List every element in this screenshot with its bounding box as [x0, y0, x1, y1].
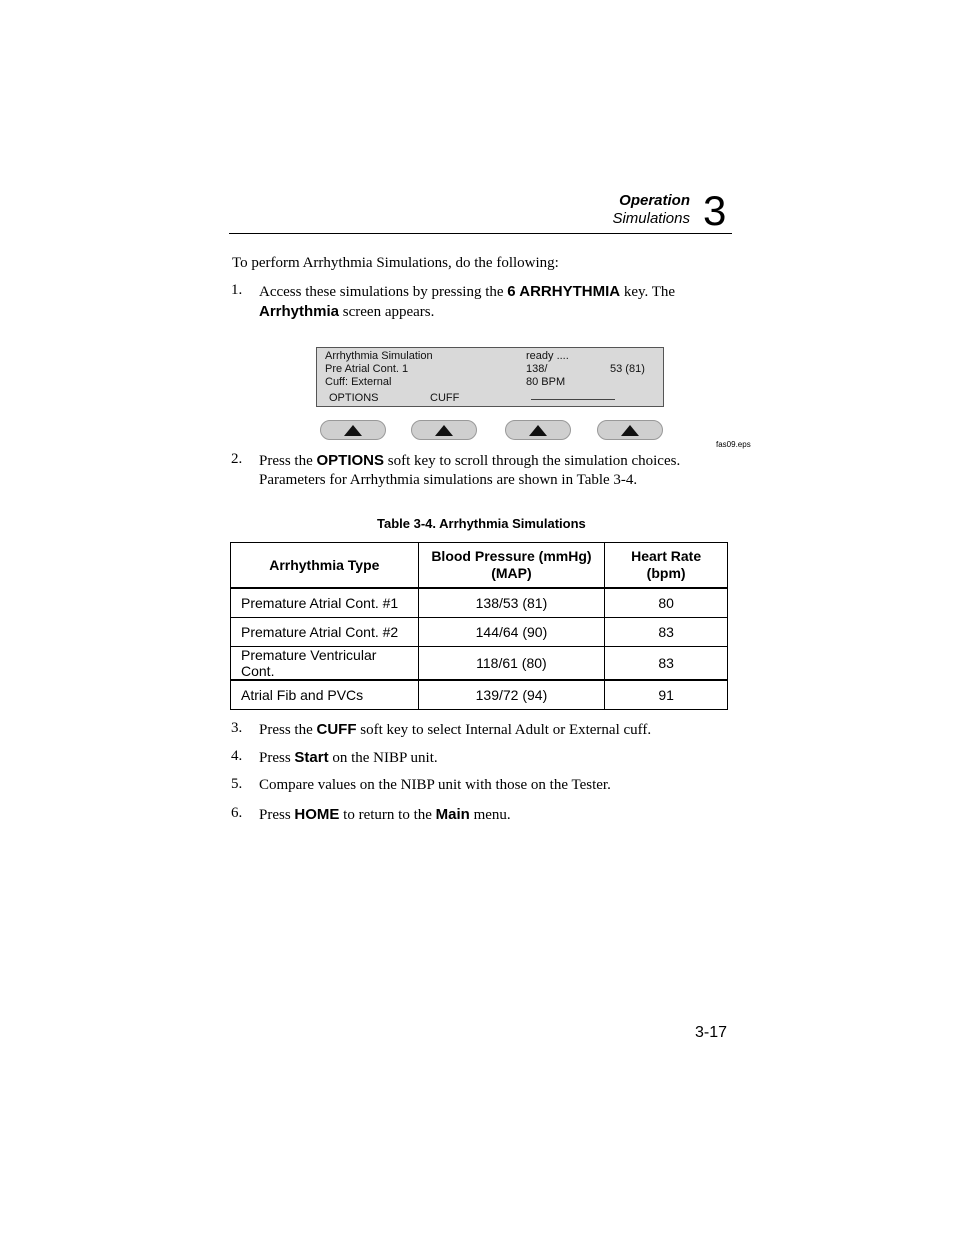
arrhythmia-table	[230, 542, 728, 710]
step-text: Press the CUFF soft key to select Internal Adult or External cuff.	[259, 721, 652, 738]
table-cell: 138/53 (81)	[418, 588, 605, 618]
tester-screen	[316, 347, 664, 407]
softkey-4-button[interactable]	[597, 420, 663, 440]
step-number: 6.	[231, 805, 243, 821]
table-row	[231, 647, 728, 681]
page-number: 3-17	[694, 1024, 727, 1041]
screen-text: ready ....	[526, 350, 569, 362]
step-text: Press Start on the NIBP unit.	[259, 749, 438, 766]
table-caption: Table 3-4. Arrhythmia Simulations	[377, 516, 586, 531]
table-cell: 83	[605, 647, 728, 681]
table-header-row	[231, 543, 728, 589]
header-rule	[229, 233, 732, 234]
key-name: Main	[435, 806, 470, 823]
screen-text: 53 (81)	[610, 363, 645, 375]
column-header: Heart Rate (bpm)	[605, 543, 728, 589]
step-number: 1.	[231, 282, 243, 298]
step-text: Press the OPTIONS soft key to scroll through the simulation choices. Parameters for Arrhythmia simulations are shown in Table 3-4.	[259, 452, 681, 488]
table-cell: Premature Atrial Cont. #1	[231, 588, 419, 618]
screen-text: Pre Atrial Cont. 1	[325, 363, 409, 375]
step-number: 5.	[231, 776, 243, 792]
step-text: Compare values on the NIBP unit with those on the Tester.	[259, 777, 611, 793]
up-arrow-icon	[621, 425, 639, 436]
table-cell: 118/61 (80)	[418, 647, 605, 681]
intro-text: To perform Arrhythmia Simulations, do the following:	[232, 255, 559, 271]
screen-text: Cuff: External	[325, 376, 392, 388]
column-header: Arrhythmia Type	[231, 543, 419, 589]
table-cell: 139/72 (94)	[418, 680, 605, 710]
section-subtitle: Simulations	[612, 210, 690, 227]
step-text: Access these simulations by pressing the 6 ARRHYTHMIA key. The Arrhythmia screen appears.	[259, 283, 676, 320]
softkey-3-button[interactable]	[505, 420, 571, 440]
step-text: Press HOME to return to the Main menu.	[259, 806, 511, 823]
screen-text: Arrhythmia Simulation	[325, 350, 433, 362]
step-number: 3.	[231, 720, 243, 736]
table-row	[231, 680, 728, 710]
softkey-2-button[interactable]	[411, 420, 477, 440]
chapter-number: 3	[703, 187, 727, 234]
softkey-label-cuff: CUFF	[430, 392, 460, 404]
column-header: Blood Pressure (mmHg) (MAP)	[418, 543, 605, 589]
key-name: 6 ARRHYTHMIA	[507, 283, 621, 300]
table-cell: 83	[605, 618, 728, 647]
table-cell: Premature Ventricular Cont.	[231, 647, 419, 681]
key-name: HOME	[294, 806, 340, 823]
key-name: Arrhythmia	[259, 303, 340, 320]
key-name: CUFF	[316, 721, 357, 738]
table-row	[231, 618, 728, 647]
table-cell: 144/64 (90)	[418, 618, 605, 647]
table-cell: Premature Atrial Cont. #2	[231, 618, 419, 647]
key-name: OPTIONS	[316, 452, 385, 469]
figure-label: fas09.eps	[716, 440, 751, 449]
screen-divider	[531, 399, 615, 400]
step-number: 2.	[231, 451, 243, 467]
key-name: Start	[294, 749, 329, 766]
table-row	[231, 588, 728, 618]
screen-text: 138/	[526, 363, 548, 375]
up-arrow-icon	[435, 425, 453, 436]
table-cell: 80	[605, 588, 728, 618]
table-cell: 91	[605, 680, 728, 710]
step-number: 4.	[231, 748, 243, 764]
softkey-label-options: OPTIONS	[329, 392, 379, 404]
softkey-1-button[interactable]	[320, 420, 386, 440]
table-cell: Atrial Fib and PVCs	[231, 680, 419, 710]
section-title: Operation	[619, 192, 690, 209]
screen-text: 80 BPM	[526, 376, 566, 388]
up-arrow-icon	[529, 425, 547, 436]
up-arrow-icon	[344, 425, 362, 436]
